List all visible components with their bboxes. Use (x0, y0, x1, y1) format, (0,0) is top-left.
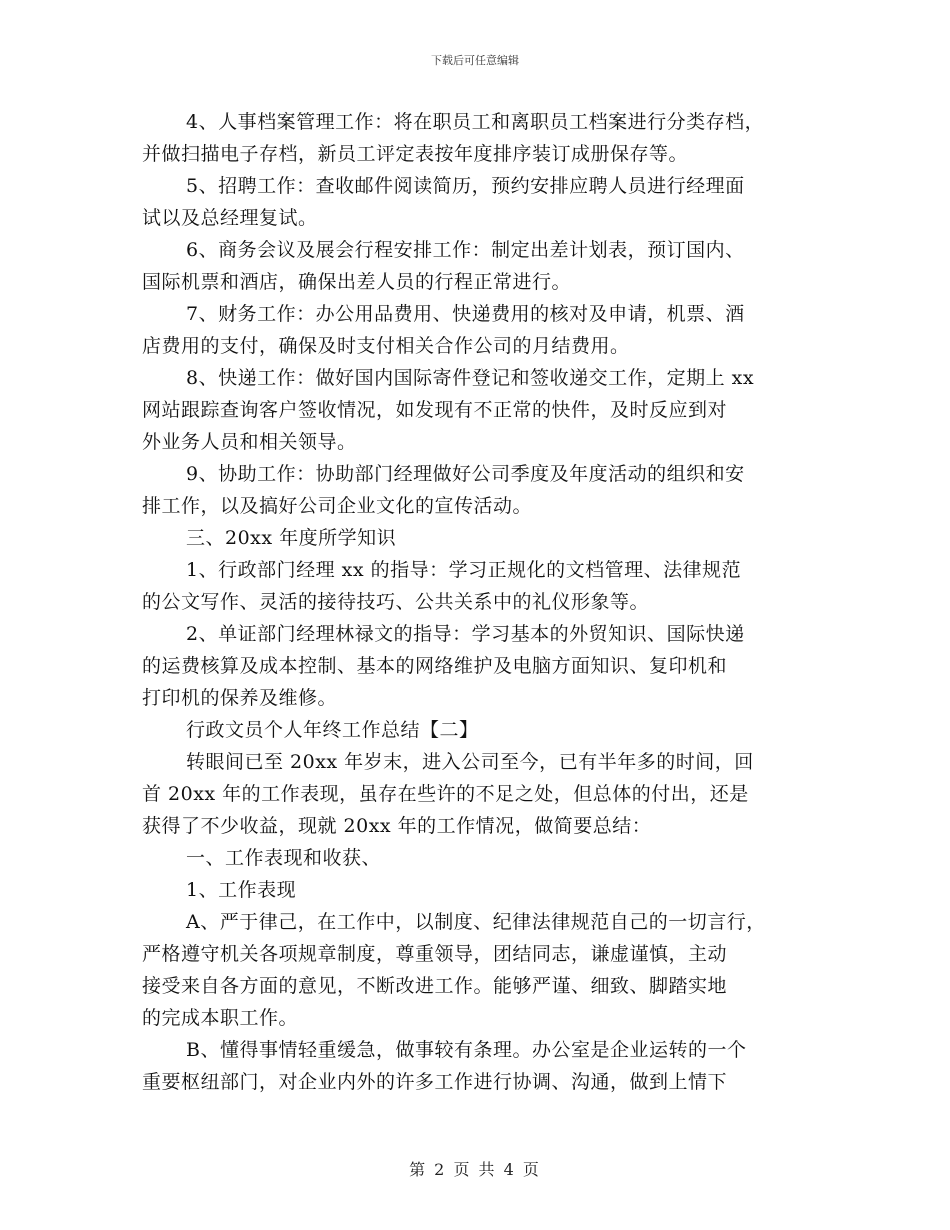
text-line: 的公文写作、灵活的接待技巧、公共关系中的礼仪形象等。 (142, 591, 650, 613)
text-line: 的运费核算及成本控制、基本的网络维护及电脑方面知识、复印机和 (142, 655, 728, 677)
text-line: 国际机票和酒店，确保出差人员的行程正常进行。 (142, 271, 572, 293)
page-header-note: 下载后可任意编辑 (431, 54, 519, 67)
text-line: A、严于律己，在工作中，以制度、纪律法律规范自己的一切言行， (186, 911, 766, 933)
text-line: 严格遵守机关各项规章制度，尊重领导，团结同志，谦虚谨慎，主动 (142, 943, 728, 965)
text-line: 一、工作表现和收获、 (186, 847, 382, 869)
text-line: 接受来自各方面的意见，不断改进工作。能够严谨、细致、脚踏实地 (142, 975, 728, 997)
text-line: 三、20xx 年度所学知识 (186, 527, 397, 549)
text-line: 的完成本职工作。 (142, 1007, 299, 1029)
text-line: 外业务人员和相关领导。 (142, 431, 357, 453)
text-line: 打印机的保养及维修。 (142, 687, 338, 709)
text-line: 8、快递工作：做好国内国际寄件登记和签收递交工作，定期上 xx (186, 367, 755, 389)
text-line: 7、财务工作：办公用品费用、快递费用的核对及申请，机票、酒 (186, 303, 745, 325)
text-line: 首 20xx 年的工作表现，虽存在些许的不足之处，但总体的付出，还是 (142, 783, 749, 805)
text-line: 网站跟踪查询客户签收情况，如发现有不正常的快件，及时反应到对 (142, 399, 728, 421)
page-number-footer: 第 2 页 共 4 页 (409, 1160, 541, 1179)
text-line: 2、单证部门经理林禄文的指导：学习基本的外贸知识、国际快递 (186, 623, 745, 645)
text-line: 获得了不少收益，现就 20xx 年的工作情况，做简要总结： (142, 815, 652, 837)
text-line: 6、商务会议及展会行程安排工作：制定出差计划表，预订国内、 (186, 239, 745, 261)
text-line: 试以及总经理复试。 (142, 207, 318, 229)
text-line: 1、工作表现 (186, 879, 297, 901)
text-line: 转眼间已至 20xx 年岁末，进入公司至今，已有半年多的时间，回 (186, 751, 754, 773)
text-line: 排工作，以及搞好公司企业文化的宣传活动。 (142, 495, 533, 517)
text-line: 店费用的支付，确保及时支付相关合作公司的月结费用。 (142, 335, 630, 357)
text-line: 并做扫描电子存档，新员工评定表按年度排序装订成册保存等。 (142, 143, 689, 165)
text-line: 9、协助工作：协助部门经理做好公司季度及年度活动的组织和安 (186, 463, 745, 485)
text-line: 5、招聘工作：查收邮件阅读简历，预约安排应聘人员进行经理面 (186, 175, 745, 197)
text-line: 行政文员个人年终工作总结【二】 (186, 719, 479, 741)
text-line: B、懂得事情轻重缓急，做事较有条理。办公室是企业运转的一个 (186, 1039, 747, 1061)
document-body (142, 106, 822, 1098)
text-line: 1、行政部门经理 xx 的指导：学习正规化的文档管理、法律规范 (186, 559, 742, 581)
text-line: 4、人事档案管理工作：将在职员工和离职员工档案进行分类存档， (186, 111, 765, 133)
text-line: 重要枢纽部门，对企业内外的许多工作进行协调、沟通，做到上情下 (142, 1071, 728, 1093)
